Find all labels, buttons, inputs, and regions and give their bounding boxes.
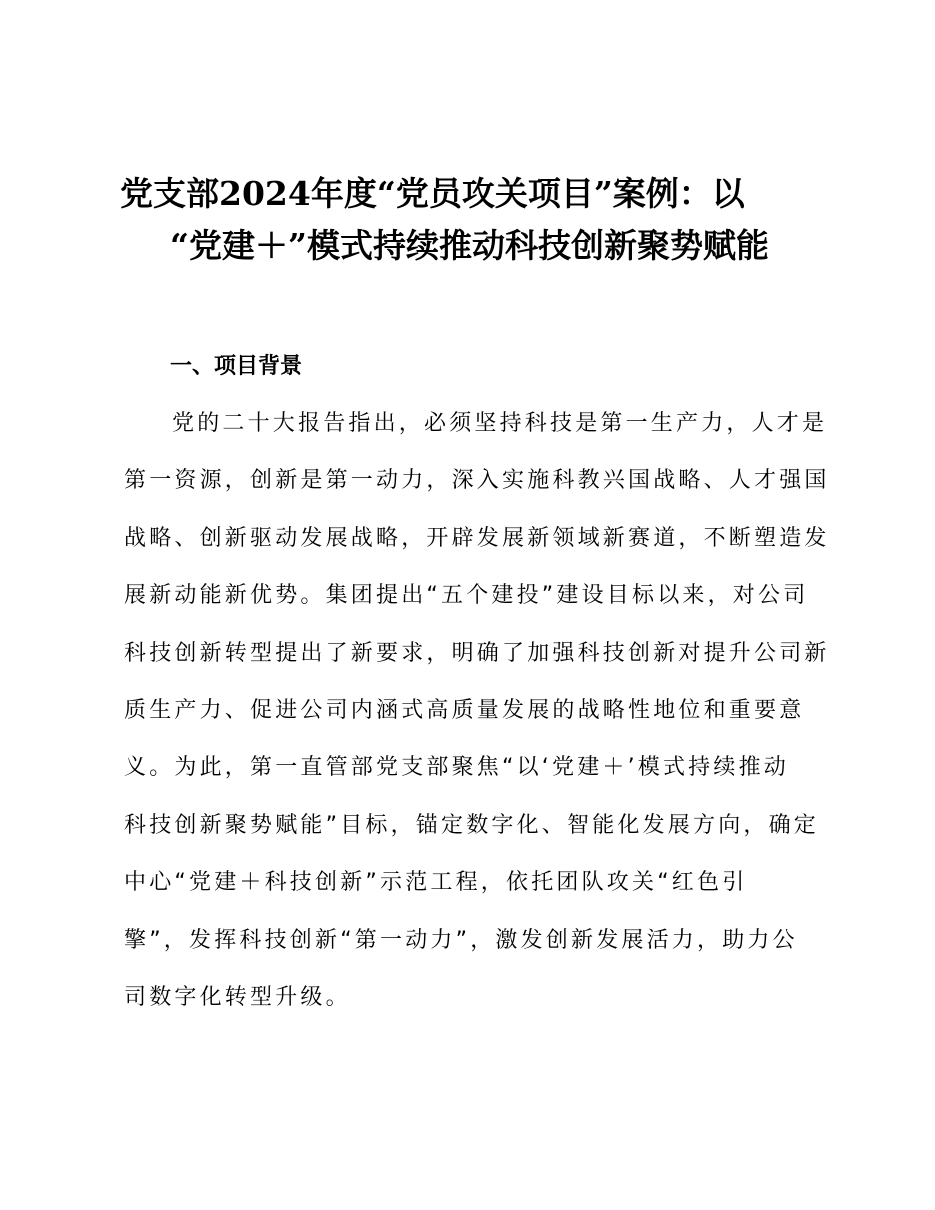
paragraph-line: 擎”，发挥科技创新“第一动力”，激发创新发展活力，助力公 — [124, 927, 798, 953]
paragraph-line: 党的二十大报告指出，必须坚持科技是第一生产力，人才是 — [172, 411, 828, 436]
paragraph-line: 中心“党建＋科技创新”示范工程，依托团队攻关“红色引 — [124, 870, 748, 896]
paragraph-line: 司数字化转型升级。 — [124, 984, 351, 1010]
body-paragraph — [124, 404, 830, 1035]
paragraph-line: 科技创新转型提出了新要求，明确了加强科技创新对提升公司新 — [124, 640, 830, 666]
paragraph-line: 科技创新聚势赋能”目标，锚定数字化、智能化发展方向，确定 — [124, 812, 819, 838]
paragraph-line: 第一资源，创新是第一动力，深入实施科教兴国战略、人才强国 — [124, 468, 830, 494]
paragraph-line: 战略、创新驱动发展战略，开辟发展新领域新赛道，不断塑造发 — [124, 525, 830, 551]
paragraph-line: 义。为此，第一直管部党支部聚焦“以‘党建＋’模式持续推动 — [124, 755, 789, 781]
document-title — [120, 168, 820, 272]
paragraph-line: 展新动能新优势。集团提出“五个建投”建设目标以来，对公司 — [124, 583, 809, 609]
section-heading: 一、项目背景 — [170, 354, 303, 379]
title-line-2: “党建＋”模式持续推动科技创新聚势赋能 — [170, 226, 769, 265]
paragraph-line: 质生产力、促进公司内涵式高质量发展的战略性地位和重要意 — [124, 697, 805, 723]
title-line-1: 党支部2024年度“党员攻关项目”案例：以 — [120, 174, 745, 213]
